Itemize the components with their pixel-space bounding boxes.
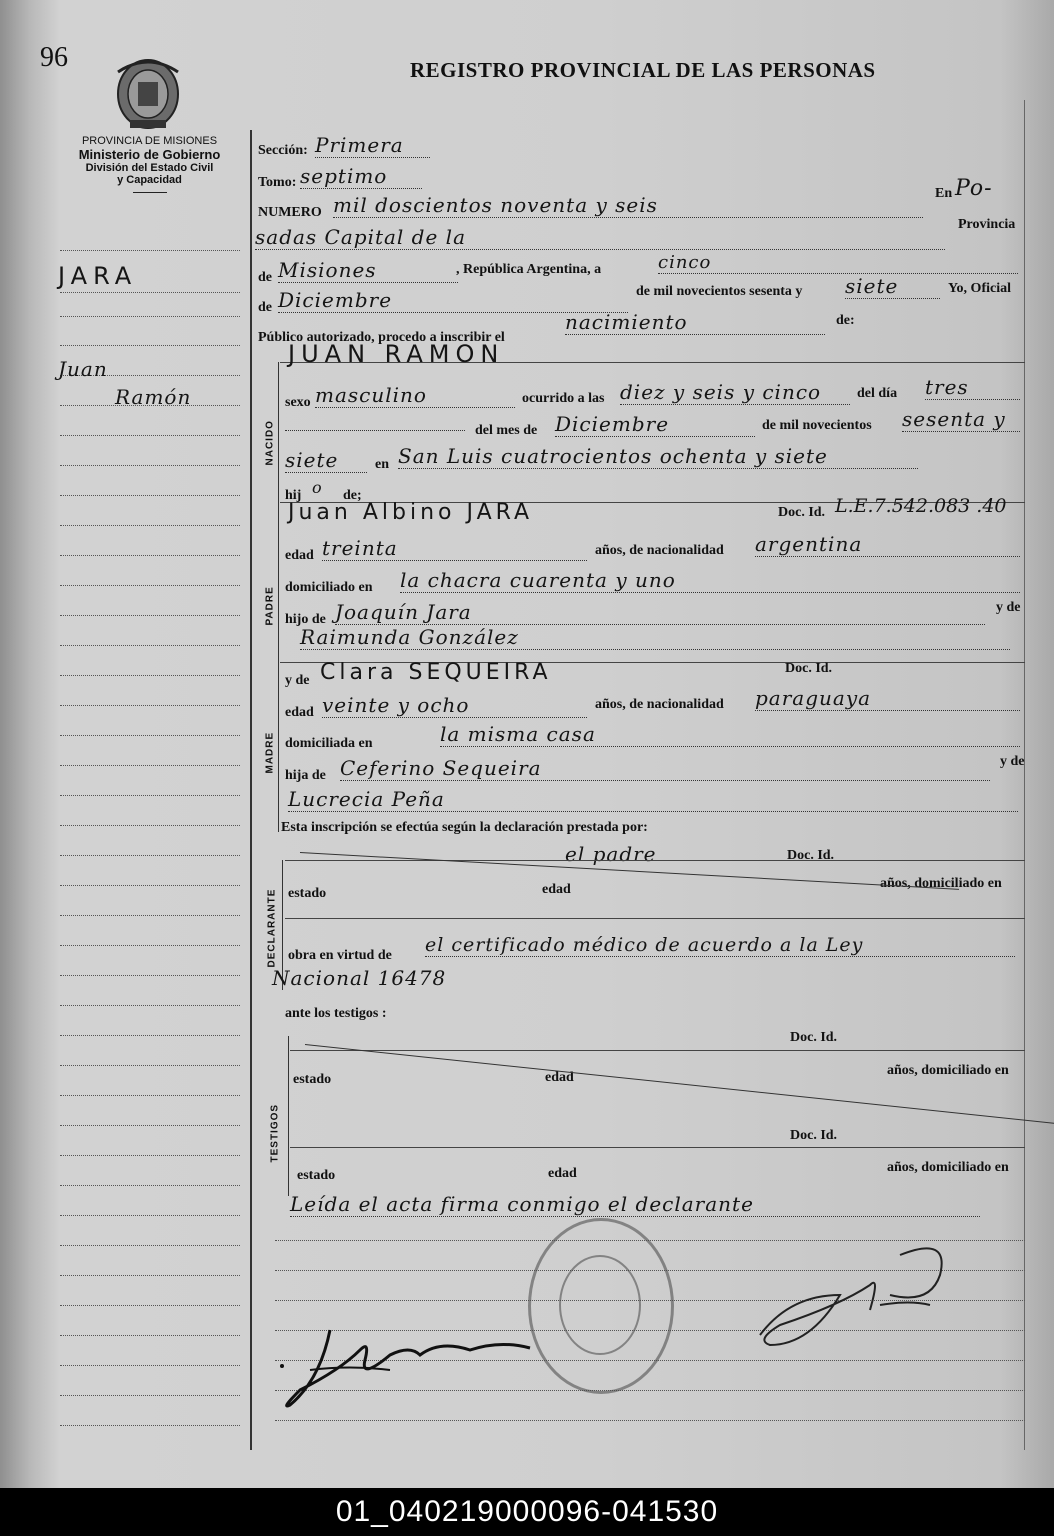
label-de-mil-nov: de mil novecientos (762, 418, 872, 433)
label-yo-oficial: Yo, Oficial (948, 281, 1011, 296)
label-testigo2-doc: Doc. Id. (790, 1128, 838, 1143)
value-en-po: Po- (955, 176, 993, 201)
label-obra: obra en virtud de (288, 948, 392, 963)
label-madre-y-de: y de (285, 673, 310, 688)
label-republica: , República Argentina, a (456, 262, 602, 277)
value-place: sadas Capital de la (255, 225, 945, 250)
page-title: REGISTRO PROVINCIAL DE LAS PERSONAS (410, 58, 876, 82)
side-label-padre: PADRE (264, 586, 276, 626)
value-sexo: masculino (315, 383, 515, 408)
label-de-colon: de: (836, 313, 855, 328)
side-label-madre: MADRE (264, 731, 276, 774)
label-madre-edad: edad (285, 705, 314, 720)
value-seccion: Primera (315, 133, 430, 158)
page-number: 96 (40, 42, 68, 73)
main-border-left (250, 130, 252, 1450)
label-testigo1-edad: edad (545, 1070, 574, 1085)
value-numero: mil doscientos noventa y seis (333, 193, 923, 218)
signature-right (750, 1235, 970, 1365)
label-del-mes: del mes de (475, 423, 538, 438)
value-nombre: JUAN RAMON (288, 340, 505, 368)
org-capacity: y Capacidad (117, 174, 182, 186)
section-border (278, 362, 279, 832)
label-ante-testigos: ante los testigos : (285, 1006, 387, 1021)
value-padre-edad: treinta (322, 536, 587, 561)
value-padre-nombre: Juan Albino JARA (288, 500, 534, 525)
label-hij: hij (285, 488, 302, 503)
label-madre-doc: Doc. Id. (785, 661, 833, 676)
coat-of-arms-icon (110, 52, 186, 132)
side-label-testigos: TESTIGOS (269, 1103, 281, 1163)
label-declarante-anos: años, domiciliado en (880, 876, 1002, 891)
label-en: En (935, 186, 953, 201)
value-padre-madre: Raimunda González (300, 625, 1010, 650)
value-madre-hija-de: Ceferino Sequeira (340, 756, 990, 781)
label-padre-hijo-de: hijo de (285, 612, 326, 627)
value-dia-cinco: cinco (658, 252, 1018, 274)
label-padre-domiciliado: domiciliado en (285, 580, 373, 595)
value-padre-dom: la chacra cuarenta y uno (400, 568, 1020, 593)
label-esta-inscripcion: Esta inscripción se efectúa según la declaración prestada por: (281, 820, 648, 835)
main-border-right (1024, 100, 1025, 1450)
value-padre-hijo-de: Joaquín Jara (335, 600, 985, 625)
label-seccion: Sección: (258, 143, 308, 158)
value-cierre: Leída el acta firma conmigo el declarante (290, 1192, 980, 1217)
value-madre-nac: paraguaya (755, 686, 1020, 711)
file-id-bar: 01_040219000096-041530 (0, 1488, 1054, 1536)
margin-given-name-1: Juan (58, 357, 108, 381)
label-padre-y-de: y de (996, 600, 1021, 615)
label-madre-y-de-2: y de (1000, 754, 1025, 769)
value-madre-nombre: Clara SEQUEIRA (320, 660, 552, 685)
side-label-nacido: NACIDO (264, 420, 276, 466)
value-lugar: San Luis cuatrocientos ochenta y siete (398, 444, 918, 469)
signature-left (270, 1310, 540, 1420)
margin-surname: JARA (58, 262, 138, 290)
official-seal (528, 1218, 674, 1394)
value-madre-dom: la misma casa (440, 722, 1020, 747)
label-sexo: sexo (285, 395, 311, 410)
value-mes-nac: Diciembre (555, 412, 755, 437)
value-madre-edad: veinte y ocho (322, 693, 587, 718)
org-division: División del Estado Civil (85, 162, 214, 174)
value-hora: diez y seis y cinco (620, 380, 850, 405)
label-testigo2-anos: años, domiciliado en (887, 1160, 1009, 1175)
label-del-dia: del día (857, 386, 898, 401)
strike-line-testigos (305, 1044, 1054, 1124)
org-province: PROVINCIA DE MISIONES (81, 135, 218, 147)
label-en-2: en (375, 457, 389, 472)
value-anio-nac-1: sesenta y (902, 407, 1020, 432)
label-de-mil: de mil novecientos sesenta y (636, 284, 803, 299)
label-declarante-doc: Doc. Id. (787, 848, 835, 863)
label-padre-doc: Doc. Id. (778, 505, 826, 520)
org-block (52, 135, 247, 193)
value-de-misiones: Misiones (278, 258, 458, 283)
label-padre-edad: edad (285, 548, 314, 563)
label-provincia: Provincia (958, 217, 1016, 232)
value-ley: Nacional 16478 (272, 966, 447, 990)
label-madre-anos-nac: años, de nacionalidad (595, 697, 724, 712)
value-declarante: el padre (565, 842, 657, 866)
label-testigo1-estado: estado (293, 1072, 332, 1087)
testigos-border (288, 1036, 289, 1196)
value-mes: Diciembre (278, 288, 628, 313)
label-numero: NUMERO (258, 205, 322, 220)
value-certificado: el certificado médico de acuerdo a la Ley (425, 934, 1015, 957)
label-testigo1-doc: Doc. Id. (790, 1030, 838, 1045)
value-tomo: septimo (300, 164, 422, 189)
org-ministry: Ministerio de Gobierno (78, 147, 221, 162)
label-de-1: de (258, 270, 272, 285)
label-testigo1-anos: años, domiciliado en (887, 1063, 1009, 1078)
value-hij-o: o (312, 478, 323, 497)
label-de-semi: de; (343, 488, 362, 503)
margin-given-name-2: Ramón (115, 385, 192, 409)
label-testigo2-edad: edad (548, 1166, 577, 1181)
label-madre-domiciliada: domiciliada en (285, 736, 373, 751)
side-label-declarante: DECLARANTE (266, 888, 278, 968)
label-padre-anos-nac: años, de nacionalidad (595, 543, 724, 558)
label-de-2: de (258, 300, 272, 315)
value-padre-nac: argentina (755, 532, 1020, 557)
label-testigo2-estado: estado (297, 1168, 336, 1183)
label-madre-hija-de: hija de (285, 768, 326, 783)
label-publico: Público autorizado, procedo a inscribir el (258, 330, 505, 345)
value-padre-doc: L.E.7.542.083 .40 (835, 495, 1007, 517)
label-declarante-estado: estado (288, 886, 327, 901)
value-dia: tres (925, 375, 1020, 400)
label-tomo: Tomo: (258, 175, 297, 190)
value-anio-siete: siete (845, 274, 940, 299)
blank-line-nacido (285, 430, 465, 431)
label-declarante-edad: edad (542, 882, 571, 897)
value-anio-nac-2: siete (285, 448, 367, 473)
label-ocurrido: ocurrido a las (522, 391, 605, 406)
value-madre-madre: Lucrecia Peña (288, 787, 1018, 812)
value-acto: nacimiento (565, 310, 825, 335)
